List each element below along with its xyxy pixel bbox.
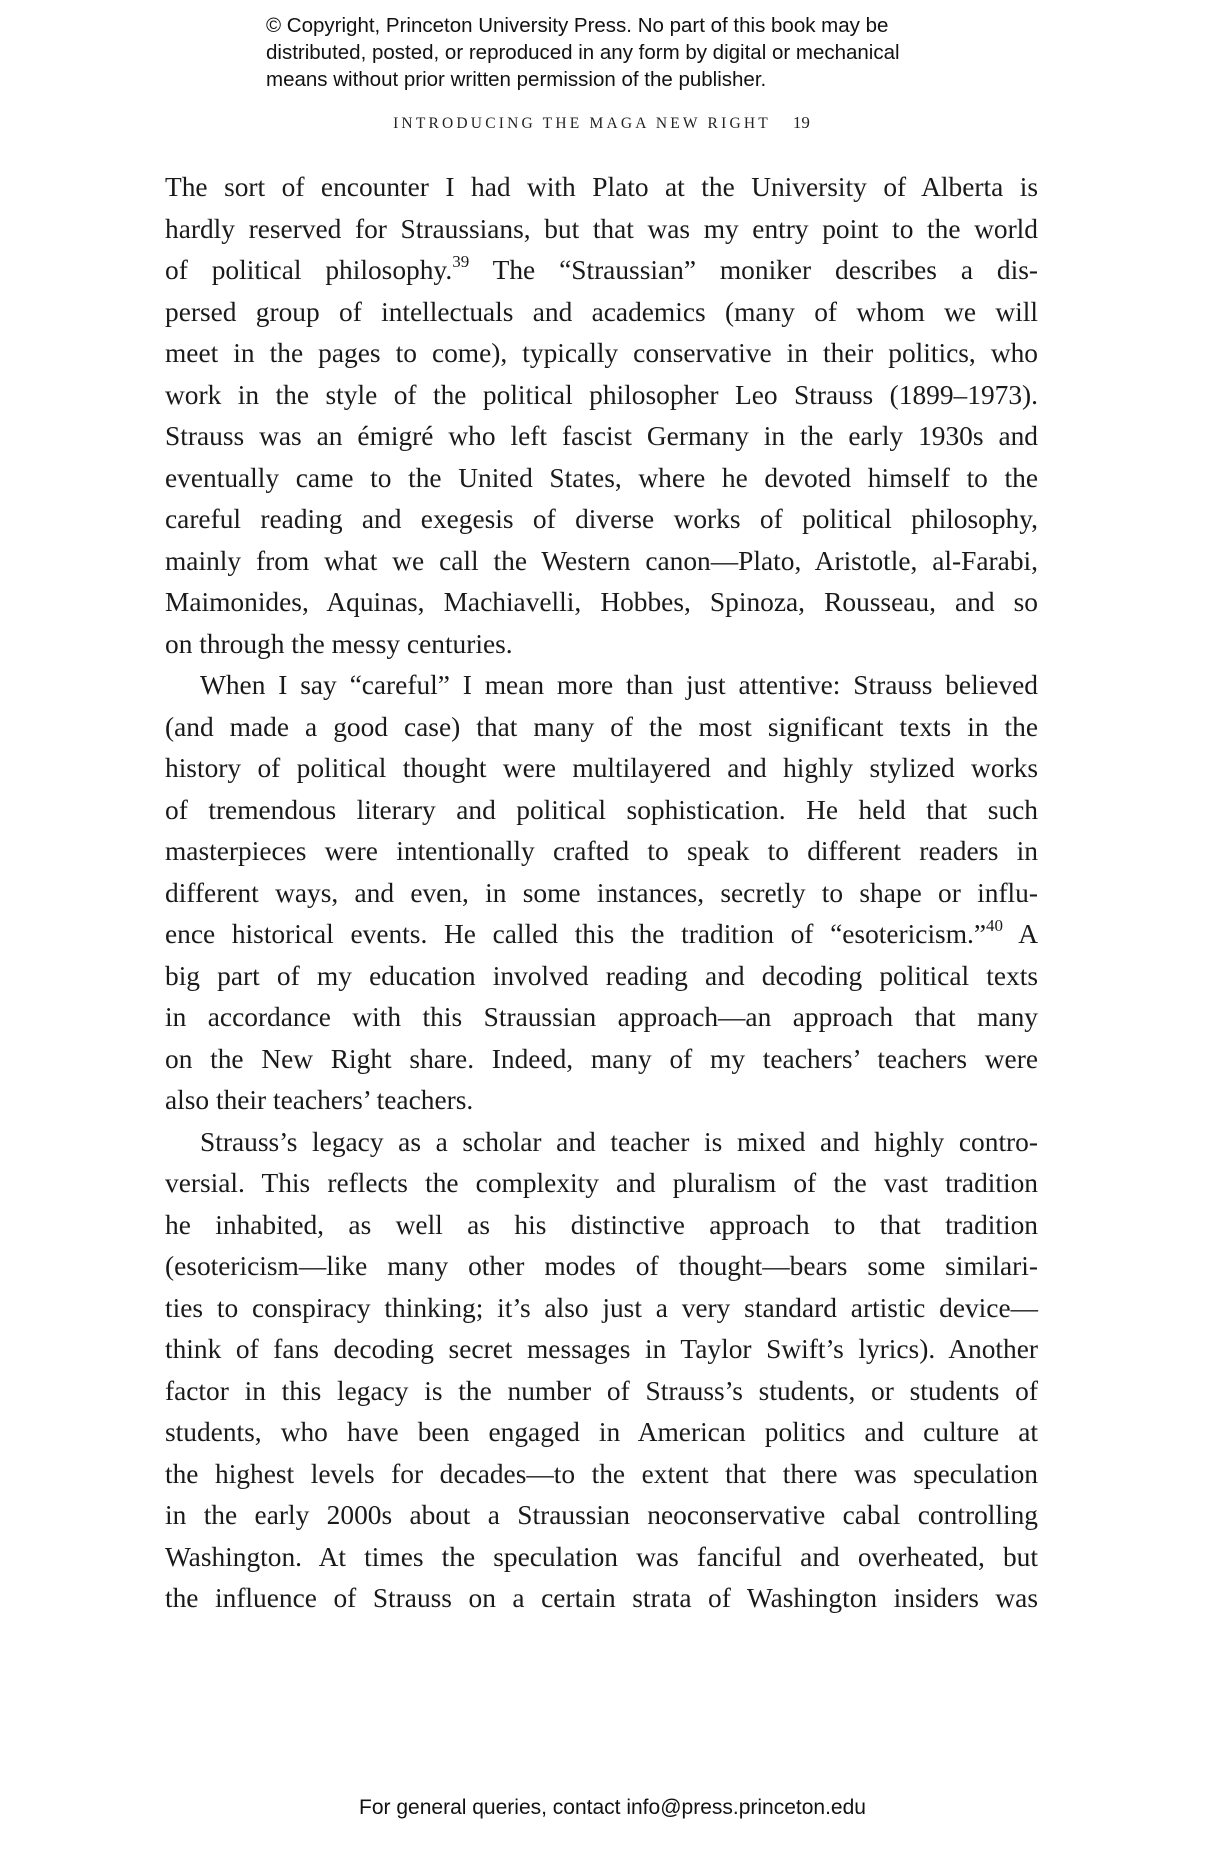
footnote-reference[interactable]: 40 [986, 916, 1004, 935]
text-line: Maimonides, Aquinas, Machiavelli, Hobbes, Spinoza, Rousseau, and so [165, 587, 1038, 617]
text-line: students, who have been engaged in American politics and culture at [165, 1417, 1038, 1447]
text-line: on through the messy centuries. [165, 628, 513, 659]
copyright-line: distributed, posted, or reproduced in any form by digital or mechanical [266, 41, 900, 64]
paragraph [165, 167, 1038, 665]
text-line: Strauss was an émigré who left fascist Germany in the early 1930s and [165, 421, 1038, 451]
copyright-notice [266, 12, 1026, 93]
running-head [165, 113, 1038, 133]
copyright-line: © Copyright, Princeton University Press. No part of this book may be [266, 14, 889, 37]
text-line: he inhabited, as well as his distinctive approach to that tradition [165, 1209, 1038, 1240]
text-line: big part of my education involved reading and decoding political texts [165, 960, 1038, 991]
text-line: of tremendous literary and political sophistication. He held that such [165, 794, 1038, 825]
text-line: factor in this legacy is the number of Strauss’s students, or students of [165, 1375, 1038, 1406]
copyright-line: means without prior written permission of the publisher. [266, 68, 767, 91]
text-line: eventually came to the United States, where he devoted himself to the [165, 462, 1038, 493]
text-line: in the early 2000s about a Straussian neoconservative cabal controlling [165, 1500, 1038, 1530]
text-line: masterpieces were intentionally crafted to speak to different readers in [165, 836, 1038, 866]
text-line: careful reading and exegesis of diverse works of political philosophy, [165, 504, 1038, 534]
text-line: the highest levels for decades—to the extent that there was speculation [165, 1458, 1038, 1489]
paragraph [165, 1122, 1038, 1620]
text-line: versial. This reflects the complexity and pluralism of the vast tradition [165, 1168, 1038, 1198]
text-line: ties to conspiracy thinking; it’s also just a very standard artistic device— [165, 1292, 1038, 1323]
text-line: in accordance with this Straussian approach—an approach that many [165, 1002, 1038, 1032]
text-line: persed group of intellectuals and academics (many of whom we will [165, 296, 1038, 327]
text-line: (and made a good case) that many of the most significant texts in the [165, 711, 1038, 742]
text-line: meet in the pages to come), typically conservative in their politics, who [165, 338, 1038, 368]
text-line: When I say “careful” I mean more than just attentive: Strauss believed [200, 670, 1038, 700]
text-line: on the New Right share. Indeed, many of my teachers’ teachers were [165, 1043, 1038, 1074]
text-line: the influence of Strauss on a certain strata of Washington insiders was [165, 1583, 1038, 1613]
text-line: Washington. At times the speculation was fanciful and overheated, but [165, 1541, 1038, 1572]
text-line: (esotericism—like many other modes of thought—bears some similari- [165, 1251, 1038, 1281]
text-line: The sort of encounter I had with Plato at the University of Alberta is [165, 172, 1038, 202]
text-line: work in the style of the political philosopher Leo Strauss (1899–1973). [165, 379, 1038, 410]
text-line: history of political thought were multilayered and highly stylized works [165, 753, 1038, 783]
body-text [165, 167, 1038, 1620]
footnote-reference[interactable]: 39 [452, 252, 470, 271]
footer-contact: For general queries, contact info@press.princeton.edu [359, 1796, 866, 1819]
text-line: also their teachers’ teachers. [165, 1085, 474, 1115]
text-line: hardly reserved for Straussians, but that was my entry point to the world [165, 213, 1038, 244]
paragraph [165, 665, 1038, 1122]
page-number: 19 [792, 113, 810, 132]
text-line: of political philosophy.$^{39}$ The “Straussian” moniker describes a dis- [165, 252, 1038, 285]
text-line: think of fans decoding secret messages in Taylor Swift’s lyrics). Another [165, 1334, 1038, 1364]
text-line: Strauss’s legacy as a scholar and teacher is mixed and highly contro- [200, 1126, 1038, 1157]
running-head-title: INTRODUCING THE MAGA NEW RIGHT [393, 115, 771, 132]
text-line: mainly from what we call the Western canon—Plato, Aristotle, al-Farabi, [165, 545, 1038, 576]
text-line: different ways, and even, in some instances, secretly to shape or influ- [165, 877, 1038, 908]
text-line: ence historical events. He called this the tradition of “esotericism.”$^{40}$ A [165, 916, 1038, 949]
